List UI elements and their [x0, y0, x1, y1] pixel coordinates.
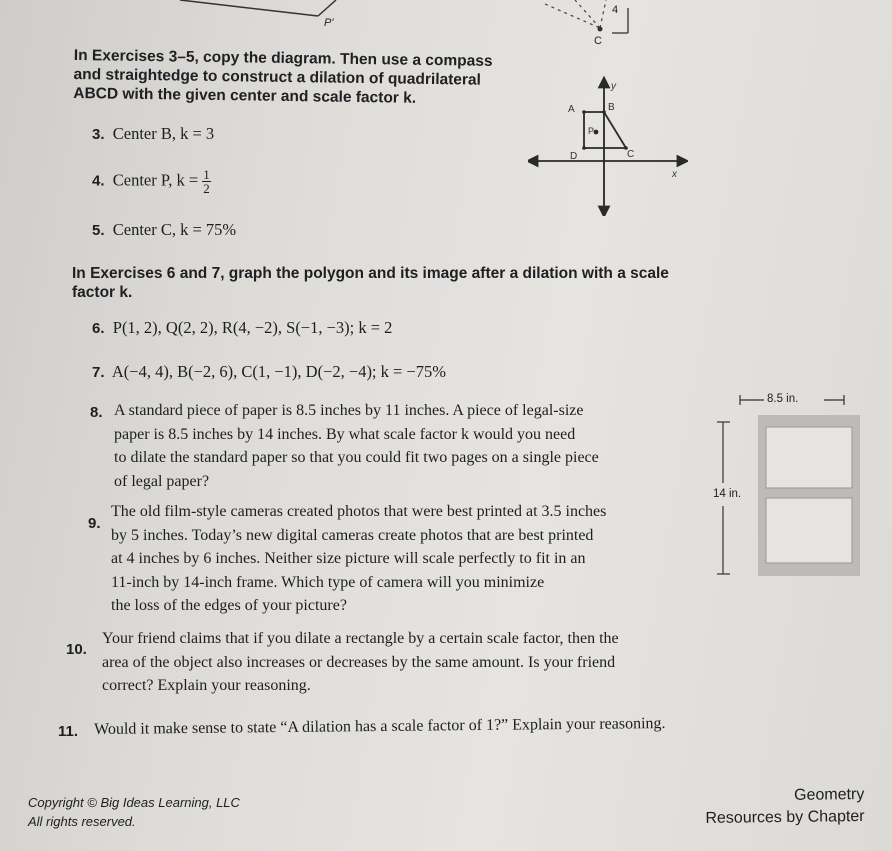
fraction — [202, 168, 211, 195]
exercise-6 — [92, 316, 392, 341]
problem-9-number: 9. — [88, 515, 101, 532]
problem-line: the loss of the edges of your picture? — [111, 597, 347, 614]
problem-11-text: Would it make sense to state “A dilation has a scale factor of 1?” Explain your reasoning. — [94, 715, 666, 738]
problem-line: paper is 8.5 inches by 14 inches. By what scale factor k would you need — [114, 425, 576, 443]
page-top — [766, 427, 852, 488]
instruction-line: factor k. — [72, 284, 133, 301]
problem-line: to dilate the standard paper so that you could fit two pages on a single piece — [114, 449, 599, 466]
page-bottom — [766, 498, 852, 563]
exercises-6-7-instructions — [72, 264, 669, 302]
point-b — [602, 110, 606, 114]
label-x: x — [672, 169, 677, 180]
instruction-line: ABCD with the given center and scale factor k. — [73, 84, 417, 107]
label-a: A — [568, 104, 575, 115]
book-title-block — [705, 784, 865, 830]
label-b: B — [608, 102, 615, 113]
label-c-top: C — [594, 35, 602, 47]
exercise-4 — [92, 168, 211, 195]
height-label: 14 in. — [713, 488, 742, 500]
point-a — [582, 110, 586, 114]
width-label: 8.5 in. — [767, 393, 799, 405]
exercise-number: 7. — [92, 364, 105, 381]
fraction-numerator: 1 — [203, 167, 210, 182]
label-d: D — [570, 151, 578, 162]
problem-line: area of the object also increases or decreases by the same amount. Is your friend — [102, 653, 616, 671]
problem-8-text — [114, 399, 599, 493]
exercises-3-5-instructions — [73, 46, 492, 109]
instruction-line: and straightedge to construct a dilation of quadrilateral — [73, 65, 482, 89]
problem-10-number: 10. — [66, 641, 87, 658]
problem-line: The old film-style cameras created photos that were best printed at 3.5 inches — [111, 503, 607, 520]
label-c: C — [627, 149, 635, 160]
exercise-text: A(−4, 4), B(−2, 6), C(1, −1), D(−2, −4); k = −75% — [111, 362, 447, 381]
problem-line: Your friend claims that if you dilate a rectangle by a certain scale factor, then the — [102, 630, 619, 647]
instruction-line: In Exercises 6 and 7, graph the polygon and its image after a dilation with a scale — [72, 265, 669, 282]
subject-text: Geometry — [793, 785, 865, 804]
exercise-text: Center P, k = — [112, 170, 203, 190]
point-d — [582, 146, 586, 150]
problem-line: at 4 inches by 6 inches. Neither size picture will scale perfectly to fit in an — [111, 550, 586, 567]
problem-line: of legal paper? — [114, 472, 210, 490]
exercise-text: P(1, 2), Q(2, 2), R(4, −2), S(−1, −3); k = 2 — [112, 318, 393, 337]
label-y: y — [611, 81, 616, 92]
problem-line: 11-inch by 14-inch frame. Which type of camera will you minimize — [111, 573, 545, 591]
fraction-denominator: 2 — [203, 181, 210, 196]
exercise-text: Center B, k = 3 — [112, 124, 215, 143]
exercise-number: 6. — [92, 320, 105, 337]
exercise-7 — [92, 360, 446, 385]
label-p-prime: P' — [324, 17, 334, 29]
problem-line: by 5 inches. Today’s new digital cameras create photos that are best printed — [111, 526, 594, 544]
instruction-line: In Exercises 3–5, copy the diagram. Then use a compass — [73, 46, 493, 70]
label-4-top: 4 — [612, 4, 619, 16]
problem-9-text — [111, 500, 606, 618]
problem-10-text — [102, 627, 619, 698]
copyright-text: Copyright © Big Ideas Learning, LLC — [28, 795, 240, 810]
exercise-5 — [92, 218, 236, 243]
exercise-text: Center C, k = 75% — [112, 220, 237, 239]
exercise-number: 5. — [92, 222, 105, 239]
exercise-number: 4. — [92, 172, 105, 190]
point-p — [594, 130, 599, 135]
quadrilateral-diagram — [528, 74, 688, 216]
exercise-3 — [92, 122, 214, 147]
label-p: P — [588, 126, 595, 136]
problem-line: correct? Explain your reasoning. — [102, 677, 311, 694]
problem-line: A standard piece of paper is 8.5 inches by 11 inches. A piece of legal-size — [114, 402, 584, 419]
resource-text: Resources by Chapter — [705, 807, 865, 827]
problem-11-number: 11. — [58, 723, 79, 740]
exercise-number: 3. — [92, 126, 105, 143]
copyright-block — [28, 793, 240, 831]
problem-8-number: 8. — [90, 404, 103, 421]
rights-text: All rights reserved. — [28, 814, 136, 829]
